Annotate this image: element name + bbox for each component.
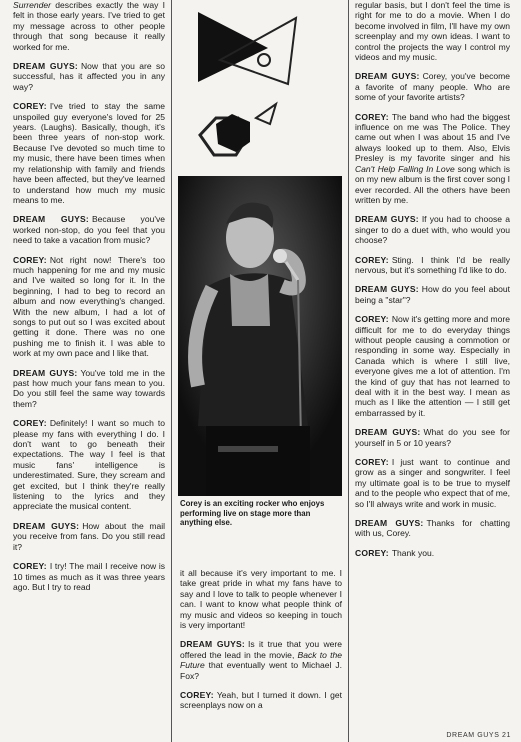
qa-text: that eventually went to Michael J. Fox? xyxy=(180,660,342,681)
movie-title: Back to the Future xyxy=(180,649,343,671)
qa-text: Corey, you've become a favorite of many people. Who are some of your favorite artists? xyxy=(355,71,510,103)
qa-text: Now that you are so successful, has it affected you in any way? xyxy=(13,61,165,92)
qa-item xyxy=(355,457,510,509)
qa-text: Now it's getting more and more difficult for me to do everyday things without people causing a commotion or responding in some way. Especially in Canada which is where I still live, everyone gives me a lot of attention. I'm the kind of guy that has not learned to deal with it in the best way. I mean as much as I like the attention — I still get embarrassed by it. xyxy=(355,314,510,418)
qa-text: Thank you. xyxy=(391,547,435,558)
middle-column xyxy=(180,568,342,720)
qa-text: Definitely! I want so much to please my fans with everything I do. I don't want to go beneath their expectations. The way I feel is that music fans' intelligence is underestimated. Sure, they scream and get excited, but I think they're really listening to the lyrics and they appreciate the musical content. xyxy=(13,418,165,512)
speaker-label: DREAM GUYS: xyxy=(180,639,245,650)
qa-item xyxy=(355,427,510,448)
qa-item xyxy=(180,690,342,711)
qa-text: How do you feel about being a "star"? xyxy=(355,284,510,305)
qa-item xyxy=(13,101,165,205)
qa-text: You've told me in the past how much your fans mean to you. Do you still feel the same way towards them? xyxy=(13,367,165,409)
qa-text: What do you see for yourself in 5 or 10 years? xyxy=(355,427,510,448)
qa-text: I try! The mail I receive now is 10 times as much as it was three years ago. But I try to read xyxy=(13,561,165,592)
speaker-label: DREAM GUYS: xyxy=(13,214,89,225)
qa-item xyxy=(13,61,165,92)
qa-text: How about the mail you receive from fans. Do you still read it? xyxy=(13,520,165,552)
speaker-label: COREY: xyxy=(355,314,389,325)
intro-paragraph xyxy=(13,0,165,52)
qa-item xyxy=(355,71,510,102)
qa-text: The band who had the biggest influence on me was The Police. They came out when I was about 15 and I've always looked up to them. Also, Elvis Presley is my favorite singer and his xyxy=(355,111,510,164)
speaker-label: COREY: xyxy=(355,254,389,265)
geometric-decoration xyxy=(178,0,343,170)
speaker-label: COREY: xyxy=(355,547,389,558)
qa-item xyxy=(355,314,510,418)
qa-item xyxy=(355,214,510,245)
speaker-label: DREAM GUYS: xyxy=(13,367,78,378)
speaker-label: DREAM GUYS: xyxy=(355,284,419,295)
qa-text: Sting. I think I'd be really nervous, but it's something I'd like to do. xyxy=(355,254,510,275)
speaker-label: DREAM GUYS: xyxy=(355,518,424,529)
speaker-label: DREAM GUYS: xyxy=(13,520,80,531)
qa-text: Because you've worked non-stop, do you feel that you need to take a vacation from music? xyxy=(13,214,165,246)
qa-item xyxy=(13,521,165,552)
qa-text: I just want to continue and grow as a singer and songwriter. I feel my ultimate goal is to be true to myself and to the people who expect that of me, so I'll always write and work in music. xyxy=(355,457,510,509)
qa-item xyxy=(13,368,165,410)
performer-photo-illustration xyxy=(178,176,342,496)
triangle-small-shape xyxy=(256,104,276,124)
right-column xyxy=(355,0,510,567)
qa-item xyxy=(355,284,510,305)
speaker-label: DREAM GUYS: xyxy=(355,71,420,82)
qa-item xyxy=(13,418,165,512)
continuation-paragraph: it all because it's very important to me. I take great pride in what my fans have to say and I love to talk to people whenever I can. I want to know what people think of my music and videos so keeping in touch is very important! xyxy=(180,568,342,631)
qa-item xyxy=(355,112,510,206)
intro-text: describes exactly the way I felt in those early years. I've tried to get my message across to other people through that song because it really worked for me. xyxy=(13,0,165,52)
qa-item xyxy=(355,548,510,558)
performer-photo xyxy=(178,176,342,496)
song-title: Surrender xyxy=(13,0,52,10)
qa-text: song which is on my new album is the first cover song I ever recorded. All the others have been written by me. xyxy=(355,163,510,205)
hexagon-black-shape xyxy=(216,114,250,152)
speaker-label: DREAM GUYS: xyxy=(13,61,78,72)
qa-text: If you had to choose a singer to do a duet with, who would you choose? xyxy=(355,214,511,246)
speaker-label: COREY: xyxy=(355,111,389,122)
continuation-paragraph: regular basis, but I don't feel the time is right for me to do a movie. When I do become involved in film, I'll have my own screenplay and my own ideas. I want to control the projects the way I control my videos and my music. xyxy=(355,0,510,63)
song-title: Can't Help Falling In Love xyxy=(355,163,455,174)
speaker-label: COREY: xyxy=(180,690,214,701)
left-column xyxy=(13,0,165,601)
column-divider xyxy=(171,0,172,742)
qa-item xyxy=(355,518,510,539)
qa-item xyxy=(13,214,165,245)
speaker-label: COREY: xyxy=(13,254,47,265)
page-footer: DREAM GUYS 21 xyxy=(446,732,511,739)
qa-item xyxy=(13,561,165,592)
triangle-shape xyxy=(198,12,268,82)
qa-item xyxy=(355,255,510,276)
speaker-label: COREY: xyxy=(13,561,47,572)
photo-caption: Corey is an exciting rocker who enjoys performing live on stage more than anything else. xyxy=(180,499,325,528)
qa-item xyxy=(180,639,342,681)
qa-text: Yeah, but I turned it down. I get screenplays now on a xyxy=(180,690,342,711)
speaker-label: DREAM GUYS: xyxy=(355,214,419,225)
speaker-label: DREAM GUYS: xyxy=(355,427,421,438)
speaker-label: COREY: xyxy=(13,101,47,112)
qa-text: I've tried to stay the same unspoiled guy everyone's loved for 25 years. (Laughs). Basically, though, it's been three years of non-stop work. Because I've devoted so much time to my music, there have been times when my relationship with family and friends have been affected, but they've learned to understand how much my music means to me. xyxy=(13,101,165,205)
qa-text: Not right now! There's too much happening for me and my music and I've waited so long for it. In the beginning, I had to beg to record an album and now everything's changed. With the new album, I had a lot of songs to put out so I was excited about getting it done. There was no one pushing me to finish it. I was able to work at my own pace and I like that. xyxy=(13,254,165,359)
circle-outline-shape xyxy=(258,54,270,66)
column-divider xyxy=(348,0,349,742)
qa-text: Is it true that you were offered the lead in the movie, xyxy=(180,639,342,660)
qa-item xyxy=(13,255,165,359)
speaker-label: COREY: xyxy=(13,418,47,429)
speaker-label: COREY: xyxy=(355,457,389,468)
qa-text: Thanks for chatting with us, Corey. xyxy=(355,518,511,539)
